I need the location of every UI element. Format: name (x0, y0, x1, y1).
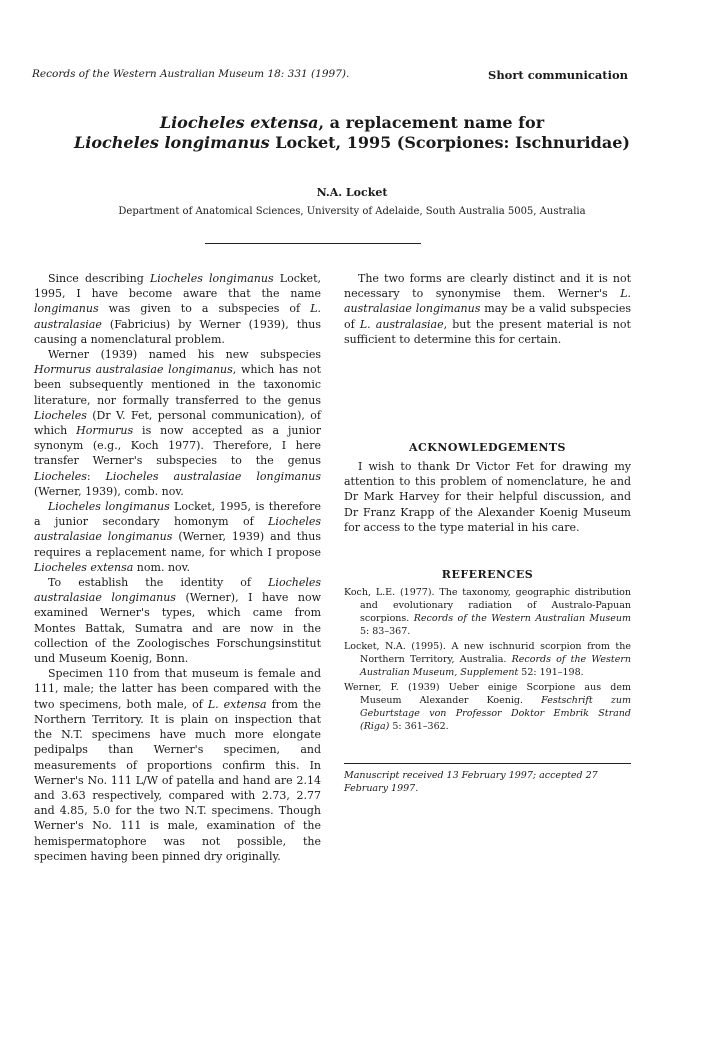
body-column-left (34, 271, 321, 864)
species-name: L. australasiae (359, 317, 444, 331)
text: Since describing (48, 272, 150, 285)
genus-name: Hormurus (76, 424, 134, 438)
text: , but the present material is not sufficient to determine this for certain. (344, 317, 631, 346)
text: , which has not been subsequently mentioned in the taxonomic literature, nor formally transferred to the genus (34, 363, 321, 407)
genus-name: Liocheles (34, 469, 87, 483)
genus-name: Liocheles (34, 408, 87, 422)
paragraph-5 (34, 666, 321, 864)
footnote-divider (344, 763, 631, 764)
text: Locket, N.A. (1995). A new ischnurid scorpion from the Northern Territory, Australia. (344, 641, 631, 665)
species-name: L. australasiae longimanus (344, 287, 631, 316)
reference-werner-1939 (344, 681, 631, 733)
paragraph-2 (34, 347, 321, 499)
paragraph-4 (34, 575, 321, 666)
text: may be a valid subspecies of (344, 302, 631, 331)
paragraph-6 (344, 271, 631, 347)
running-header-section: Short communication (488, 68, 628, 82)
author-affiliation: Department of Anatomical Sciences, University of Adelaide, South Australia 5005, Australia (118, 206, 586, 217)
text: (Dr V. Fet, personal communication), of which (34, 408, 321, 438)
text: Specimen 110 from that museum is female and 111, male; the latter has been compared with the two specimens, both male, of (34, 667, 321, 711)
text: Locket, 1995, is therefore a junior secondary homonym of (34, 500, 321, 529)
journal-name: Records of the Western Australian Museum (413, 613, 631, 624)
text: Koch, L.E. (1977). The taxonomy, geographic distribution and evolutionary radiation of Australo-Papuan scorpions. (344, 587, 631, 624)
references-heading: REFERENCES (441, 568, 534, 581)
species-name: Liocheles longimanus (48, 500, 170, 514)
species-name: L. australasiae (34, 302, 321, 331)
body-column-right (344, 271, 631, 347)
text: nom. nov. (133, 560, 191, 574)
acknowledgements-text (344, 459, 631, 535)
article-title (40, 113, 664, 153)
title-species-old: Liocheles longimanus (74, 133, 270, 152)
journal-name: Festschrift zum Geburtstage von Professor Doktor Embrik Strand (Riga) (360, 695, 631, 732)
manuscript-dates: Manuscript received 13 February 1997; accepted 27 February 1997. (344, 770, 598, 794)
species-name: L. extensa (207, 697, 267, 711)
text: 52: 191–198. (518, 667, 584, 678)
text: is now accepted as a junior synonym (e.g., Koch 1977). Therefore, I here transfer Werner's subspecies to the genus (34, 424, 321, 468)
acknowledgements-heading: ACKNOWLEDGEMENTS (408, 441, 567, 454)
title-text-2: Locket, 1995 (Scorpiones: Ischnuridae) (269, 133, 630, 152)
running-header-journal: Records of the Western Australian Museum 18: 331 (1997). (32, 68, 350, 80)
title-divider (205, 243, 421, 244)
species-name: Liocheles longimanus (149, 272, 274, 285)
references-list (344, 586, 631, 735)
text: (Werner, 1939) and thus requires a replacement name, for which I propose (34, 530, 321, 559)
text: (Fabricius) by Werner (1939), thus causing a nomenclatural problem. (34, 317, 321, 346)
species-name: Liocheles australasiae longimanus (34, 576, 321, 605)
text: Werner (1939) named his new subspecies (48, 348, 321, 362)
paragraph-1 (34, 271, 321, 347)
text: Werner, F. (1939) Ueber einige Scorpione aus dem Museum Alexander Koenig. (344, 682, 631, 706)
species-name: Hormurus australasiae longimanus (34, 363, 233, 377)
text: 5: 83–367. (360, 626, 411, 637)
reference-locket-1995 (344, 640, 631, 679)
species-name: Liocheles australasiae longimanus (34, 515, 321, 544)
acknowledgements-paragraph: I wish to thank Dr Victor Fet for drawing my attention to this problem of nomenclature, he and Dr Mark Harvey for their helpful discussion, and Dr Franz Krapp of the Alexander Koenig Museum for access to the type material in his care. (344, 460, 631, 534)
author-name: N.A. Locket (316, 186, 388, 199)
text: (Werner), I have now examined Werner's types, which came from Montes Battak, Sumatra and are now in the collection of the Zoologisches Forschungsinstitut und Museum Koenig, Bonn. (34, 591, 321, 666)
journal-name: Records of the Western Australian Museum, Supplement (360, 654, 631, 678)
title-text-1: , a replacement name for (318, 113, 545, 132)
text: Locket, 1995, I have become aware that the name (34, 272, 321, 301)
species-name: Liocheles australasiae longimanus (105, 469, 321, 483)
paragraph-3 (34, 499, 321, 575)
text: 5: 361–362. (389, 721, 449, 732)
text: (Werner, 1939), comb. nov. (34, 484, 184, 498)
species-name: longimanus (34, 302, 99, 316)
text: To establish the identity of (48, 576, 269, 590)
reference-koch-1977 (344, 586, 631, 638)
text: from the Northern Territory. It is plain on inspection that the N.T. specimens have much more elongate pedipalps than Werner's specimen, and measurements of proportions confirm this. In Werner's No. 111 L/W of patella and hand are 2.14 and 3.63 respectively, compared with 2.73, 2.77 and 4.85, 5.0 for the two N.T. specimens. Though Werner's No. 111 is male, examination of the hemispermatophore was not possible, the specimen having been pinned dry originally. (34, 697, 322, 863)
text: : (86, 469, 106, 483)
text: was given to a subspecies of (98, 302, 311, 316)
title-species-new: Liocheles extensa (159, 113, 319, 132)
species-name: Liocheles extensa (34, 560, 134, 574)
text: The two forms are clearly distinct and it is not necessary to synonymise them. Werner's (344, 272, 631, 301)
